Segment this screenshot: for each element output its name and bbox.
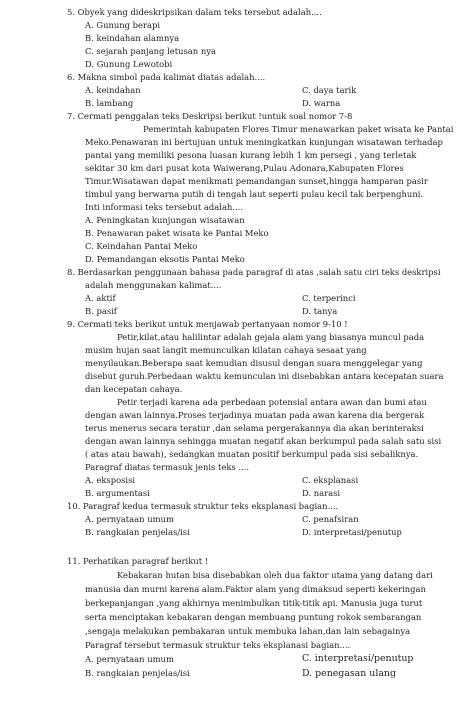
option-b: B. lambang (85, 98, 134, 108)
option-a: A. aktif (85, 293, 116, 303)
passage-line: Petir,kilat,atau halilintar adalah gejala alam yang biasanya muncul pada (117, 332, 425, 342)
question-6-text: 6. Makna simbol pada kalimat diatas adalah.... (67, 72, 266, 82)
passage-line: ( atas atau bawah), sedangkan muatan positif berkumpul pada sisi sebaliknya. (85, 449, 419, 459)
passage-line: ,sengaja melakukan pembakaran untuk membuka lahan,dan lain sebagainya (85, 626, 411, 636)
passage-line: Pemerintah kabupaten Flores Timur menawarkan paket wisata ke Pantai (143, 124, 454, 134)
passage-line: manusia dan murni karena alam.Faktor alam yang dimaksud seperti kekeringan (85, 584, 426, 594)
question-9-prompt: Paragraf diatas termasuk jenis teks .... (85, 462, 249, 472)
option-a: A. Gunung berapi (85, 20, 161, 30)
passage-line: Timur.Wisatawan dapat menikmati pemandangan sunset,hingga hamparan pasir (85, 176, 428, 186)
passage-line: timbul yang berwarna putih di tengah laut seperti pulau kecil tak berpenghuni. (85, 189, 424, 199)
passage-line: terus menerus secara teratur ,dan selama pergerakannya dia akan berinteraksi (85, 423, 424, 433)
passage-line: Meko.Penawaran ini bertujuan untuk meningkatkan kunjungan wisatawan terhadap (85, 137, 443, 147)
option-c: C. Keindahan Pantai Meko (85, 241, 198, 251)
passage-line: serta menciptakan kebakaran dengan membuang puntung rokok sembarangan (85, 612, 422, 622)
option-a: A. pernyataan umum (85, 654, 174, 664)
question-7-prompt: Inti informasi teks tersebut adalah.... (85, 202, 243, 212)
option-b: B. pasif (85, 306, 117, 316)
question-10-text: 10. Paragraf kedua termasuk struktur teks eksplanasi bagian.... (67, 501, 339, 511)
option-c: C. penafsiran (302, 514, 359, 524)
option-b: B. rangkaian penjelas/isi (85, 668, 190, 678)
passage-line: musim hujan saat langit memunculkan kilatan cahaya sesaat yang (85, 345, 367, 355)
option-b: B. keindahan alamnya (85, 33, 180, 43)
passage-line: pantai yang memiliki pesona luasan kurang lebih 1 km persegi , yang terletak (85, 150, 417, 160)
passage-line: dan kecepatan cahaya. (85, 384, 183, 394)
option-c: C. daya tarik (302, 85, 357, 95)
question-11-prompt: Paragraf tersebut termasuk struktur teks eksplanasi bagian.... (85, 640, 351, 650)
option-a: A. pernyataan umum (85, 514, 174, 524)
option-c: C. eksplanasi (302, 475, 359, 485)
question-11-text: 11. Perhatikan paragraf berikut ! (67, 556, 209, 566)
question-8-text: 8. Berdasarkan penggunaan bahasa pada paragraf di atas ,salah satu ciri teks deskripsi (67, 267, 441, 277)
option-c: C. terperinci (302, 293, 356, 303)
passage-line: sekitar 30 km dari pusat kota Waiwerang,Pulau Adonara,Kabupaten Flores (85, 163, 404, 173)
option-a: A. eksposisi (85, 475, 136, 485)
option-a: A. keindahan (85, 85, 141, 95)
option-d: D. narasi (302, 488, 341, 498)
question-7-text: 7. Cermati penggalan teks Deskripsi berikut !untuk soal nomor 7-8 (67, 111, 353, 121)
option-c: C. interpretasi/penutup (302, 653, 414, 664)
option-a: A. Peningkatan kunjungan wisatawan (85, 215, 245, 225)
option-d: D. interpretasi/penutup (302, 527, 402, 537)
question-9-text: 9. Cermati teks berikut untuk menjawab pertanyaan nomor 9-10 ! (67, 319, 348, 329)
passage-line: dengan awan lainnya sehingga muatan negatif akan berkumpul pada salah satu sisi (85, 436, 442, 446)
option-d: D. penegasan ulang (302, 668, 396, 679)
passage-line: dengan awan lainnya.Proses terjadinya muatan pada awan karena dia bergerak (85, 410, 425, 420)
option-c: C. sejarah panjang letusan nya (85, 46, 216, 56)
option-d: D. Gunung Lewotobi (85, 59, 173, 69)
question-5-text: 5. Obyek yang dideskripsikan dalam teks tersebut adalah.... (67, 7, 322, 17)
passage-line: berkepanjangan ,yang akhirnya menimbulkan titik-titik api. Manusia juga turut (85, 598, 423, 608)
option-d: D. warna (302, 98, 341, 108)
passage-line: disebut guruh.Perbedaan waktu kemunculan ini disebabkan antara kecepatan suara (85, 371, 444, 381)
option-b: B. argumentasi (85, 488, 150, 498)
passage-line: Kebakaran hutan bisa disebabkan oleh dua faktor utama yang datang dari (117, 570, 433, 580)
passage-line: Petir terjadi karena ada perbedaan potensial antara awan dan bumi atau (117, 397, 427, 407)
option-b: B. rangkaian penjelas/isi (85, 527, 190, 537)
passage-line: menyilaukan.Beberapa saat kemudian disusul dengan suara menggelegar yang (85, 358, 423, 368)
option-d: D. tanya (302, 306, 338, 316)
question-8-text-cont: adalah menggunakan kalimat.... (85, 280, 222, 290)
option-d: D. Pemandangan eksotis Pantai Meko (85, 254, 245, 264)
option-b: B. Penawaran paket wisata ke Pantai Meko (85, 228, 269, 238)
